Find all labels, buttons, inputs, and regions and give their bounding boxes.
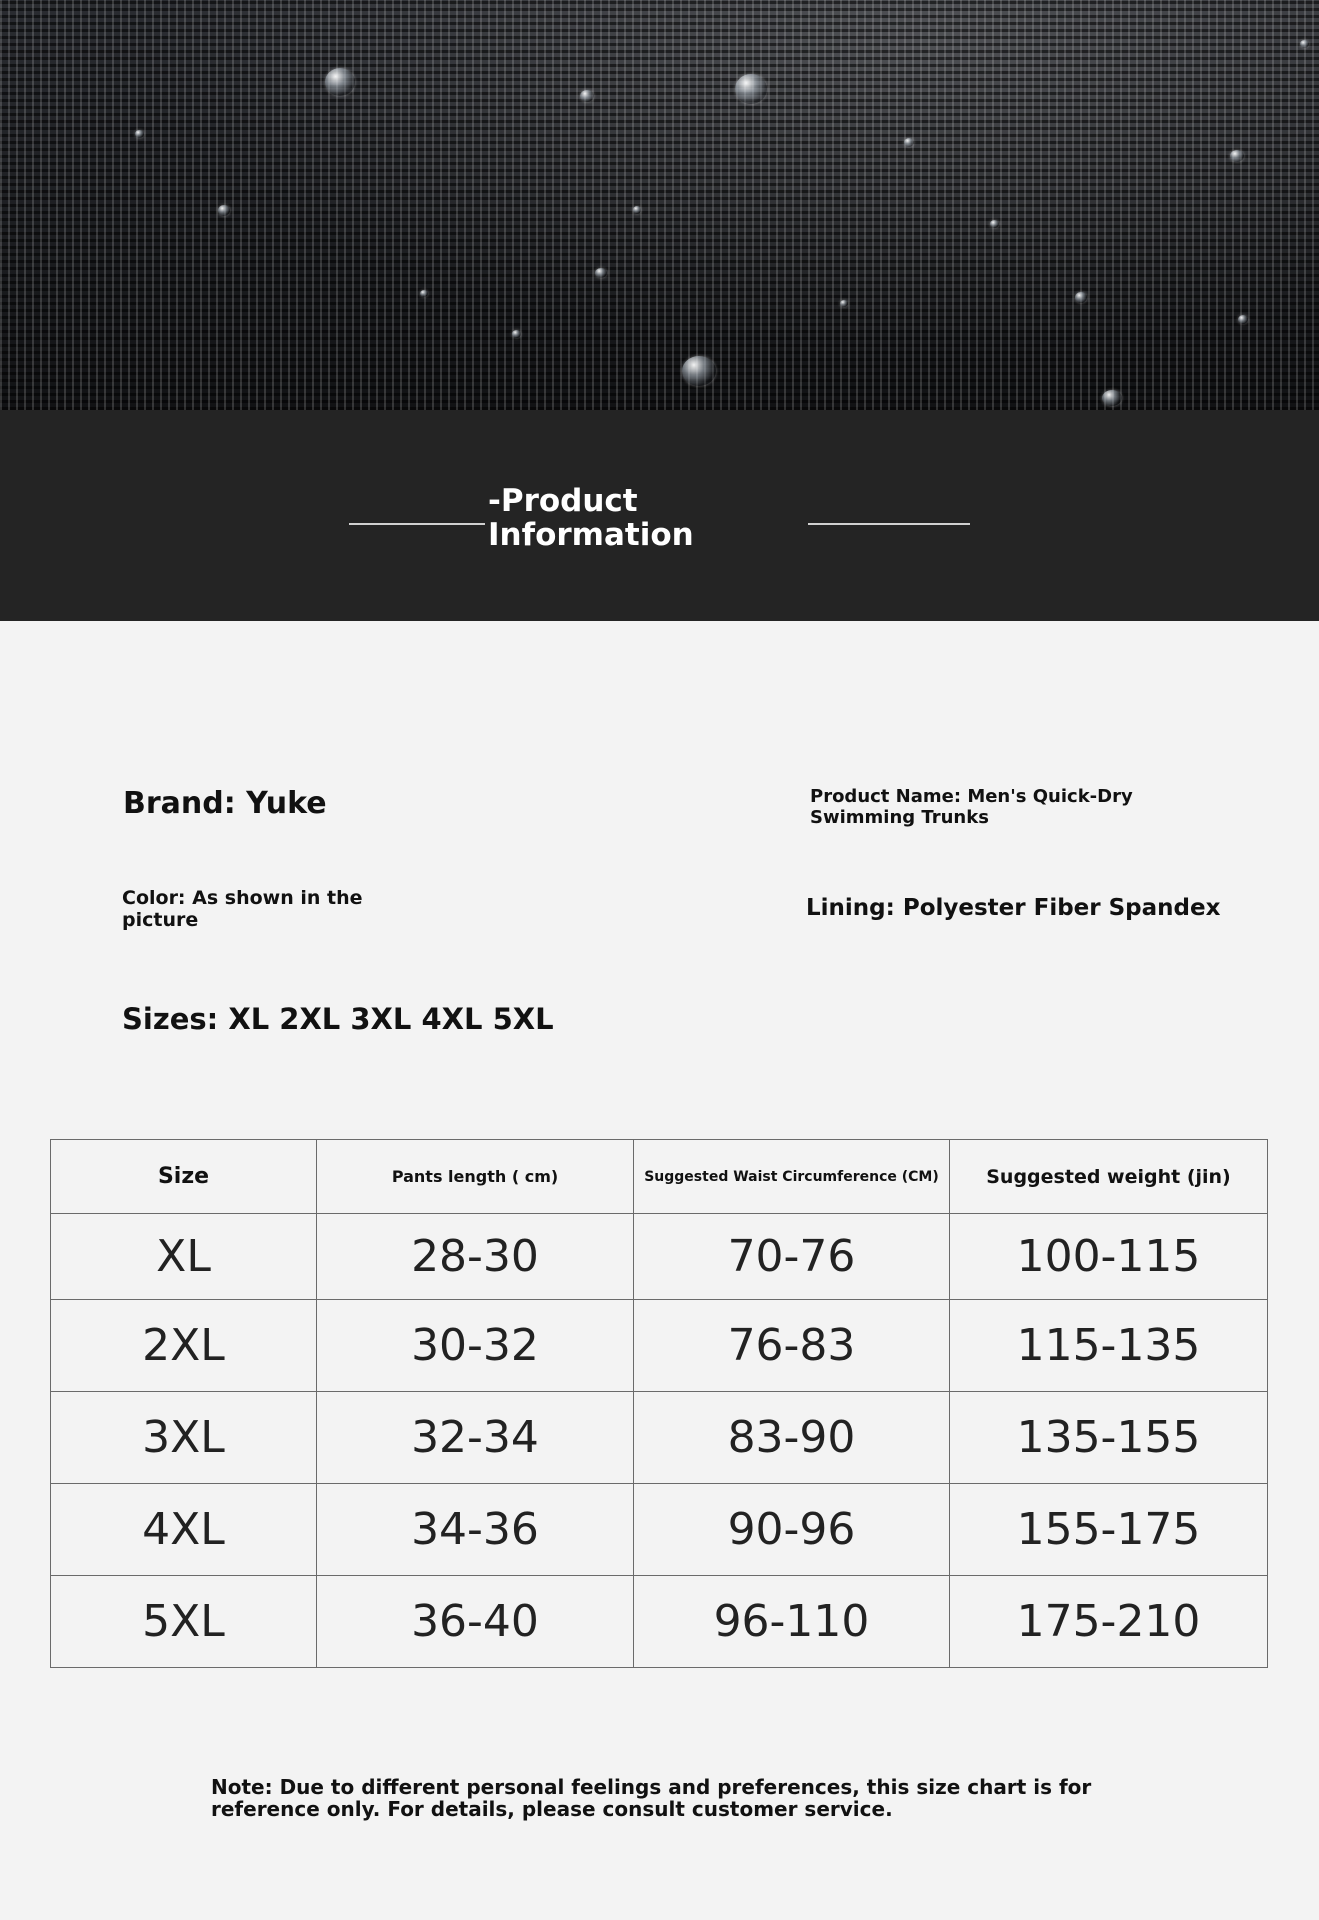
size-cell: XL bbox=[51, 1214, 317, 1300]
water-droplet bbox=[1075, 292, 1087, 303]
water-droplet bbox=[420, 290, 428, 297]
banner-title: -Product Information bbox=[488, 483, 694, 553]
pants-length-cell: 32-34 bbox=[317, 1392, 634, 1484]
size-chart bbox=[50, 1139, 1267, 1674]
water-droplet bbox=[512, 330, 521, 338]
waist-cell: 76-83 bbox=[634, 1300, 950, 1392]
water-droplet bbox=[1102, 390, 1122, 406]
color-label: Color: As shown in the picture bbox=[122, 887, 363, 931]
pants-length-cell: 30-32 bbox=[317, 1300, 634, 1392]
header-weight: Suggested weight (jin) bbox=[950, 1140, 1268, 1214]
water-droplet bbox=[633, 206, 641, 214]
water-droplet bbox=[595, 268, 607, 278]
weight-cell: 115-135 bbox=[950, 1300, 1268, 1392]
water-droplet bbox=[218, 205, 230, 216]
size-cell: 3XL bbox=[51, 1392, 317, 1484]
product-name-label: Product Name: Men's Quick-Dry Swimming Trunks bbox=[810, 786, 1133, 828]
size-cell: 5XL bbox=[51, 1576, 317, 1668]
waist-cell: 90-96 bbox=[634, 1484, 950, 1576]
table-row bbox=[51, 1392, 1268, 1484]
size-cell: 2XL bbox=[51, 1300, 317, 1392]
water-droplet bbox=[580, 90, 594, 102]
water-droplet bbox=[1238, 315, 1248, 324]
water-droplet bbox=[325, 68, 355, 96]
size-cell: 4XL bbox=[51, 1484, 317, 1576]
size-chart-note: Note: Due to different personal feelings and preferences, this size chart is for reference only. For details, please consult customer service. bbox=[211, 1775, 1092, 1821]
waist-cell: 96-110 bbox=[634, 1576, 950, 1668]
header-size: Size bbox=[51, 1140, 317, 1214]
water-droplet bbox=[1230, 150, 1244, 162]
header-pants-length: Pants length ( cm) bbox=[317, 1140, 634, 1214]
lining-label: Lining: Polyester Fiber Spandex bbox=[806, 895, 1221, 921]
table-row bbox=[51, 1300, 1268, 1392]
water-droplet bbox=[735, 74, 767, 104]
pants-length-cell: 36-40 bbox=[317, 1576, 634, 1668]
water-droplet bbox=[682, 356, 716, 386]
table-row bbox=[51, 1484, 1268, 1576]
weight-cell: 100-115 bbox=[950, 1214, 1268, 1300]
table-row bbox=[51, 1576, 1268, 1668]
weight-cell: 155-175 bbox=[950, 1484, 1268, 1576]
table-row bbox=[51, 1214, 1268, 1300]
waist-cell: 83-90 bbox=[634, 1392, 950, 1484]
pants-length-cell: 34-36 bbox=[317, 1484, 634, 1576]
water-droplet bbox=[1300, 40, 1309, 48]
banner-divider-right bbox=[808, 523, 970, 525]
water-droplet bbox=[990, 220, 999, 228]
brand-label: Brand: Yuke bbox=[123, 786, 327, 821]
weight-cell: 135-155 bbox=[950, 1392, 1268, 1484]
header-waist: Suggested Waist Circumference (CM) bbox=[634, 1140, 950, 1214]
water-droplet bbox=[135, 130, 144, 138]
sizes-label: Sizes: XL 2XL 3XL 4XL 5XL bbox=[122, 1002, 554, 1036]
waist-cell: 70-76 bbox=[634, 1214, 950, 1300]
banner-divider-left bbox=[349, 523, 485, 525]
pants-length-cell: 28-30 bbox=[317, 1214, 634, 1300]
table-header-row bbox=[51, 1140, 1268, 1214]
water-droplet bbox=[840, 300, 848, 307]
fabric-texture-photo bbox=[0, 0, 1319, 410]
water-droplet bbox=[904, 138, 914, 147]
weight-cell: 175-210 bbox=[950, 1576, 1268, 1668]
